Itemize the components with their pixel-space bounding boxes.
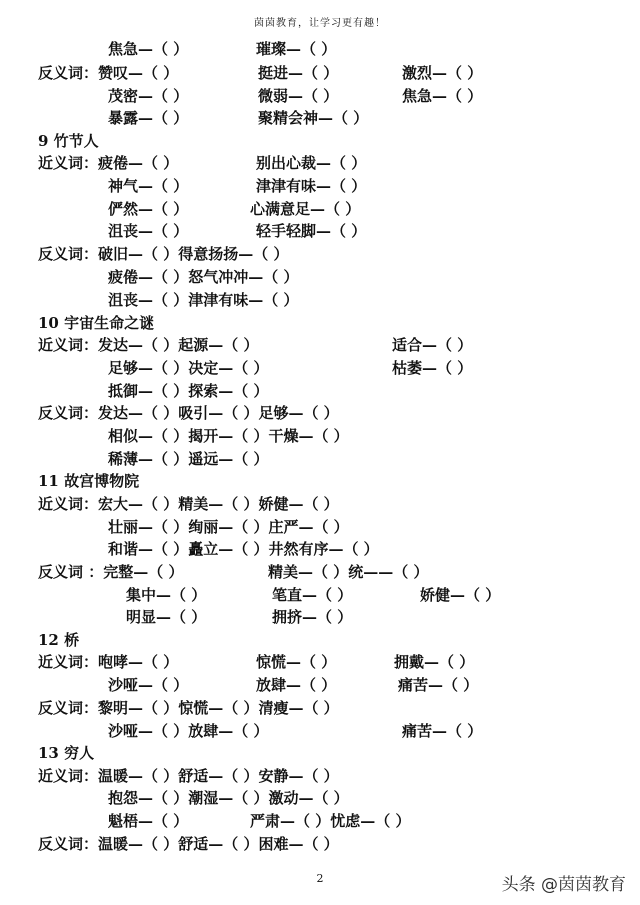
exercise-line <box>0 493 640 515</box>
exercise-line <box>0 289 640 311</box>
section-title: 11 故宫博物院 <box>38 472 140 490</box>
word-pair-blank: 轻手轻脚—（ ） <box>256 222 367 240</box>
word-pair-blank: 足够—（ ）决定—（ ） <box>108 359 269 377</box>
word-pair-blank: 精美—（ ）统——（ ） <box>268 563 429 581</box>
section-title: 13 穷人 <box>38 744 95 762</box>
word-pair-blank: 抱怨—（ ）潮湿—（ ）激动—（ ） <box>108 789 349 807</box>
word-pair-blank: 近义词：咆哮—（ ） <box>38 653 179 671</box>
word-pair-blank: 微弱—（ ） <box>258 87 339 105</box>
word-pair-blank: 反义词 ：完整—（ ） <box>38 563 184 581</box>
exercise-line <box>0 175 640 197</box>
exercise-line <box>0 357 640 379</box>
exercise-line <box>0 62 640 84</box>
watermark: 头条 @茵茵教育 <box>501 875 626 895</box>
word-pair-blank: 津津有味—（ ） <box>256 177 367 195</box>
word-pair-blank: 集中—（ ） <box>126 586 207 604</box>
section-title: 12 桥 <box>38 631 80 649</box>
word-pair-blank: 明显—（ ） <box>126 608 207 626</box>
word-pair-blank: 笔直—（ ） <box>272 586 353 604</box>
section-title: 9 竹节人 <box>38 132 99 150</box>
exercise-line <box>0 334 640 356</box>
exercise-line <box>0 266 640 288</box>
exercise-line <box>0 516 640 538</box>
word-pair-blank: 反义词：发达—（ ）吸引—（ ）足够—（ ） <box>38 404 339 422</box>
word-pair-blank: 反义词：温暖—（ ）舒适—（ ）困难—（ ） <box>38 835 339 853</box>
word-pair-blank: 相似—（ ）揭开—（ ）干燥—（ ） <box>108 427 349 445</box>
word-pair-blank: 严肃—（ ）忧虑—（ ） <box>250 812 411 830</box>
word-pair-blank: 焦急—（ ） <box>402 87 483 105</box>
word-pair-blank: 娇健—（ ） <box>420 586 501 604</box>
word-pair-blank: 心满意足—（ ） <box>250 200 361 218</box>
word-pair-blank: 焦急—（ ） <box>108 40 189 58</box>
word-pair-blank: 沮丧—（ ）津津有味—（ ） <box>108 291 299 309</box>
exercise-line <box>0 243 640 265</box>
exercise-line <box>0 448 640 470</box>
word-pair-blank: 适合—（ ） <box>392 336 473 354</box>
word-pair-blank: 茂密—（ ） <box>108 87 189 105</box>
word-pair-blank: 近义词：疲倦—（ ） <box>38 154 179 172</box>
exercise-line <box>0 107 640 129</box>
exercise-line <box>0 152 640 174</box>
word-pair-blank: 魁梧—（ ） <box>108 812 189 830</box>
word-pair-blank: 枯萎—（ ） <box>392 359 473 377</box>
word-pair-blank: 沙哑—（ ） <box>108 676 189 694</box>
exercise-line <box>0 810 640 832</box>
word-pair-blank: 疲倦—（ ）怒气冲冲—（ ） <box>108 268 299 286</box>
exercise-line <box>0 561 640 583</box>
word-pair-blank: 聚精会神—（ ） <box>258 109 369 127</box>
word-pair-blank: 痛苦—（ ） <box>402 722 483 740</box>
word-pair-blank: 神气—（ ） <box>108 177 189 195</box>
word-pair-blank: 别出心裁—（ ） <box>256 154 367 172</box>
exercise-line <box>0 787 640 809</box>
section-title: 10 宇宙生命之谜 <box>38 314 155 332</box>
page-header: 茵茵教育，让学习更有趣！ <box>254 18 386 29</box>
exercise-line <box>0 198 640 220</box>
word-pair-blank: 沙哑—（ ）放肆—（ ） <box>108 722 269 740</box>
exercise-line <box>0 697 640 719</box>
exercise-line <box>0 85 640 107</box>
word-pair-blank: 沮丧—（ ） <box>108 222 189 240</box>
word-pair-blank: 俨然—（ ） <box>108 200 189 218</box>
exercise-line <box>0 425 640 447</box>
word-pair-blank: 拥戴—（ ） <box>394 653 475 671</box>
word-pair-blank: 壮丽—（ ）绚丽—（ ）庄严—（ ） <box>108 518 349 536</box>
word-pair-blank: 近义词：宏大—（ ）精美—（ ）娇健—（ ） <box>38 495 339 513</box>
word-pair-blank: 痛苦—（ ） <box>398 676 479 694</box>
page-number: 2 <box>316 872 324 885</box>
word-pair-blank: 抵御—（ ）探索—（ ） <box>108 382 269 400</box>
word-pair-blank: 反义词：破旧—（ ）得意扬扬—（ ） <box>38 245 289 263</box>
exercise-line <box>0 674 640 696</box>
word-pair-blank: 稀薄—（ ）遥远—（ ） <box>108 450 269 468</box>
exercise-line <box>0 765 640 787</box>
exercise-line <box>0 538 640 560</box>
word-pair-blank: 和谐—（ ）矗立—（ ）井然有序—（ ） <box>108 540 379 558</box>
exercise-line <box>0 651 640 673</box>
word-pair-blank: 反义词：黎明—（ ）惊慌—（ ）清瘦—（ ） <box>38 699 339 717</box>
word-pair-blank: 挺进—（ ） <box>258 64 339 82</box>
word-pair-blank: 放肆—（ ） <box>256 676 337 694</box>
word-pair-blank: 激烈—（ ） <box>402 64 483 82</box>
word-pair-blank: 拥挤—（ ） <box>272 608 353 626</box>
exercise-line <box>0 584 640 606</box>
word-pair-blank: 璀璨—（ ） <box>256 40 337 58</box>
exercise-line <box>0 380 640 402</box>
word-pair-blank: 反义词：赞叹—（ ） <box>38 64 179 82</box>
word-pair-blank: 近义词：发达—（ ）起源—（ ） <box>38 336 259 354</box>
exercise-line <box>0 38 640 60</box>
word-pair-blank: 惊慌—（ ） <box>256 653 337 671</box>
exercise-line <box>0 220 640 242</box>
exercise-line <box>0 833 640 855</box>
exercise-line <box>0 720 640 742</box>
word-pair-blank: 暴露—（ ） <box>108 109 189 127</box>
word-pair-blank: 近义词：温暖—（ ）舒适—（ ）安静—（ ） <box>38 767 339 785</box>
exercise-line <box>0 402 640 424</box>
exercise-line <box>0 606 640 628</box>
